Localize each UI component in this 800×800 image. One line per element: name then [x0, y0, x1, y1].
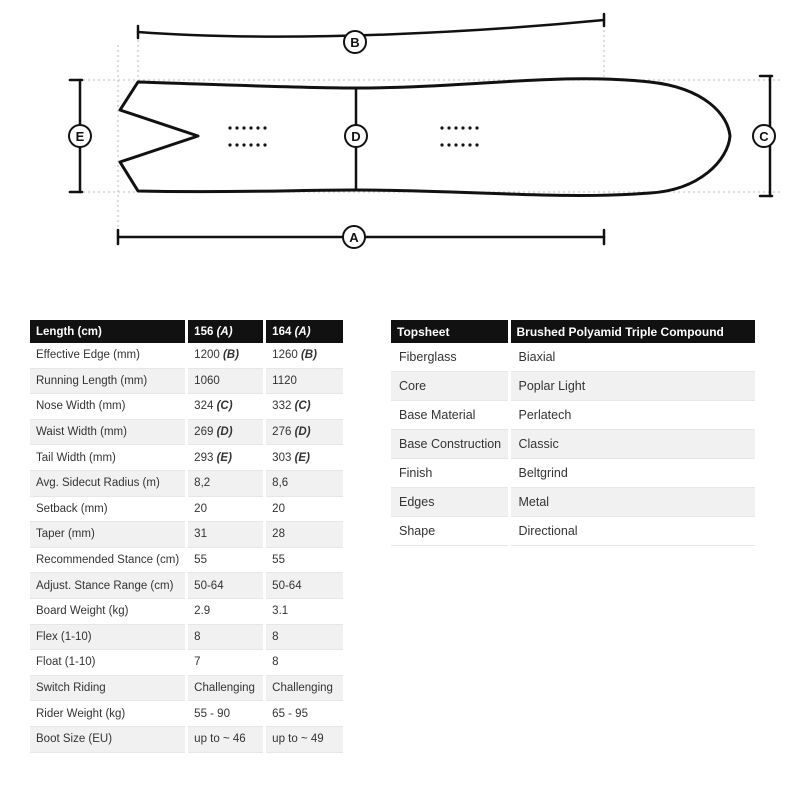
table-row: [30, 573, 343, 599]
spec-label: Recommended Stance (cm): [30, 547, 187, 573]
spec-label: Effective Edge (mm): [30, 343, 187, 368]
svg-text:A: A: [349, 230, 359, 245]
spec-value-156: 55 - 90: [187, 701, 265, 727]
spec-value-156: 324 (C): [187, 394, 265, 420]
material-value: Metal: [509, 488, 755, 517]
header-size-156: 156 (A): [187, 320, 265, 343]
header-topsheet-value: Brushed Polyamid Triple Compound: [509, 320, 755, 343]
material-label: Base Construction: [391, 430, 509, 459]
table-row: [30, 368, 343, 394]
spec-value-156: 269 (D): [187, 419, 265, 445]
spec-value-156: 293 (E): [187, 445, 265, 471]
binding-inserts-rear: [228, 126, 266, 146]
material-label: Shape: [391, 517, 509, 546]
spec-value-164: 8: [265, 650, 343, 676]
material-value: Poplar Light: [509, 372, 755, 401]
spec-value-164: Challenging: [265, 675, 343, 701]
table-row: [30, 470, 343, 496]
spec-value-164: 55: [265, 547, 343, 573]
spec-label: Taper (mm): [30, 522, 187, 548]
dimension-label-a: [343, 226, 365, 248]
header-topsheet: Topsheet: [391, 320, 509, 343]
spec-value-164: 8: [265, 624, 343, 650]
spec-label: Adjust. Stance Range (cm): [30, 573, 187, 599]
table-row: [391, 517, 755, 546]
spec-value-156: 8,2: [187, 470, 265, 496]
svg-text:E: E: [75, 129, 85, 144]
table-row: [30, 419, 343, 445]
spec-value-164: 28: [265, 522, 343, 548]
spec-label: Setback (mm): [30, 496, 187, 522]
spec-value-156: 1060: [187, 368, 265, 394]
materials-table-body: [391, 343, 755, 546]
spec-value-156: 50-64: [187, 573, 265, 599]
table-row: [30, 675, 343, 701]
spec-value-156: 20: [187, 496, 265, 522]
dimension-label-c: [753, 125, 775, 147]
spec-value-164: 276 (D): [265, 419, 343, 445]
board-outline: [120, 79, 730, 196]
dimensions-table-body: [30, 343, 343, 752]
svg-text:C: C: [759, 129, 769, 144]
spec-label: Flex (1-10): [30, 624, 187, 650]
materials-table-header: [391, 320, 755, 343]
material-label: Finish: [391, 459, 509, 488]
materials-table: [391, 320, 755, 546]
spec-value-164: 1260 (B): [265, 343, 343, 368]
guide-lines: [68, 20, 780, 245]
svg-text:D: D: [351, 129, 361, 144]
material-value: Biaxial: [509, 343, 755, 372]
spec-value-164: up to ~ 49: [265, 726, 343, 752]
spec-value-164: 65 - 95: [265, 701, 343, 727]
spec-value-164: 50-64: [265, 573, 343, 599]
header-size-164: 164 (A): [265, 320, 343, 343]
spec-value-164: 1120: [265, 368, 343, 394]
material-label: Fiberglass: [391, 343, 509, 372]
spec-value-156: 8: [187, 624, 265, 650]
spec-value-164: 303 (E): [265, 445, 343, 471]
spec-value-164: 3.1: [265, 598, 343, 624]
dimensions-table-header: [30, 320, 343, 343]
material-label: Base Material: [391, 401, 509, 430]
table-row: [30, 394, 343, 420]
spec-value-156: 2.9: [187, 598, 265, 624]
spec-label: Boot Size (EU): [30, 726, 187, 752]
spec-label: Nose Width (mm): [30, 394, 187, 420]
spec-label: Waist Width (mm): [30, 419, 187, 445]
spec-label: Board Weight (kg): [30, 598, 187, 624]
material-value: Directional: [509, 517, 755, 546]
table-row: [30, 650, 343, 676]
spec-value-156: up to ~ 46: [187, 726, 265, 752]
spec-value-156: 7: [187, 650, 265, 676]
material-value: Beltgrind: [509, 459, 755, 488]
table-row: [30, 343, 343, 368]
spec-label: Tail Width (mm): [30, 445, 187, 471]
binding-inserts-front: [440, 126, 478, 146]
table-row: [30, 624, 343, 650]
dimension-label-d: [345, 125, 367, 147]
spec-value-156: 31: [187, 522, 265, 548]
board-outline-diagram: [0, 0, 800, 270]
table-row: [30, 445, 343, 471]
table-row: [391, 488, 755, 517]
material-label: Core: [391, 372, 509, 401]
material-label: Edges: [391, 488, 509, 517]
spec-label: Switch Riding: [30, 675, 187, 701]
table-row: [30, 598, 343, 624]
table-row: [391, 372, 755, 401]
spec-value-164: 20: [265, 496, 343, 522]
table-row: [391, 430, 755, 459]
spec-value-164: 8,6: [265, 470, 343, 496]
table-row: [391, 459, 755, 488]
svg-text:B: B: [350, 35, 360, 50]
table-row: [30, 522, 343, 548]
spec-label: Rider Weight (kg): [30, 701, 187, 727]
spec-label: Avg. Sidecut Radius (m): [30, 470, 187, 496]
header-length: Length (cm): [30, 320, 187, 343]
dimension-label-e: [69, 125, 91, 147]
dimensions-table: [30, 320, 343, 753]
spec-label: Float (1-10): [30, 650, 187, 676]
table-row: [391, 401, 755, 430]
spec-value-156: 55: [187, 547, 265, 573]
material-value: Perlatech: [509, 401, 755, 430]
table-row: [30, 496, 343, 522]
spec-value-164: 332 (C): [265, 394, 343, 420]
material-value: Classic: [509, 430, 755, 459]
table-row: [391, 343, 755, 372]
spec-label: Running Length (mm): [30, 368, 187, 394]
table-row: [30, 726, 343, 752]
dimension-label-b: [344, 31, 366, 53]
table-row: [30, 547, 343, 573]
spec-value-156: Challenging: [187, 675, 265, 701]
table-row: [30, 701, 343, 727]
spec-value-156: 1200 (B): [187, 343, 265, 368]
